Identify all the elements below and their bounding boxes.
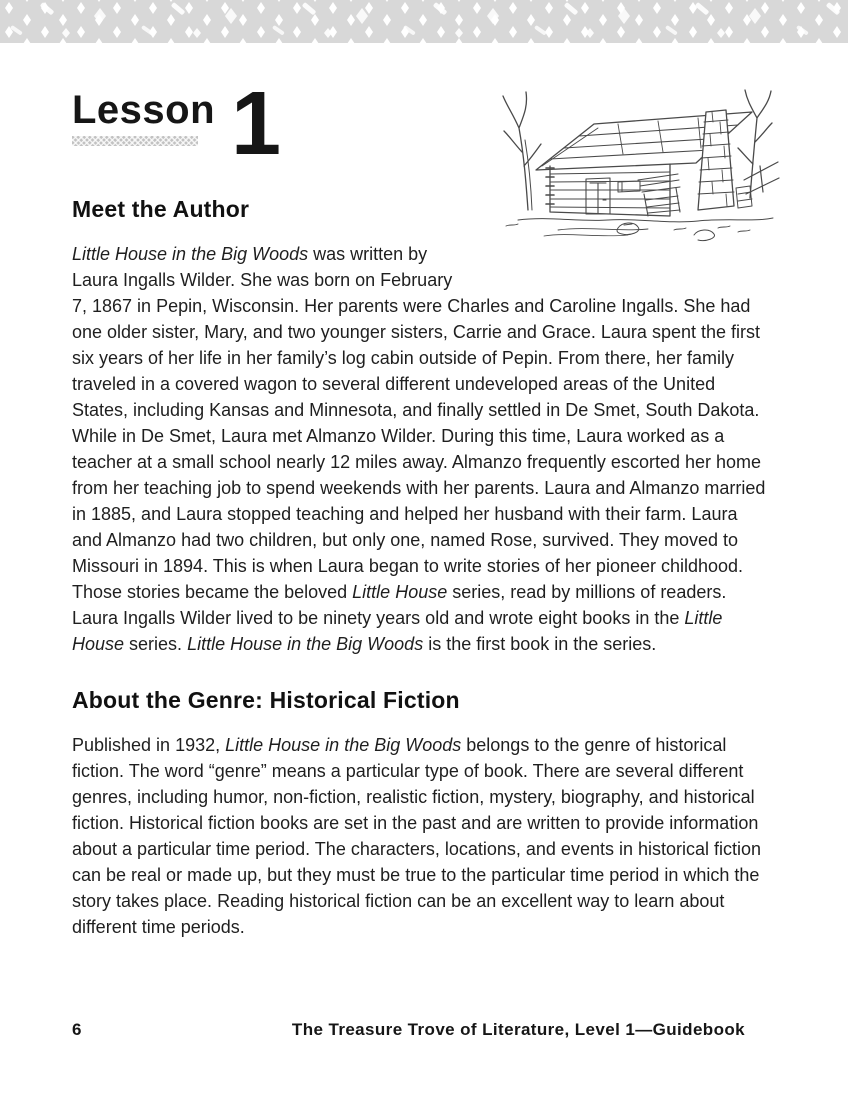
about-the-genre-heading: About the Genre: Historical Fiction (72, 687, 460, 713)
lesson-number: 1 (231, 74, 282, 174)
illustration-text-wrap-spacer (457, 241, 772, 293)
lesson-label: Lesson (72, 88, 216, 132)
page-footer (72, 1020, 745, 1040)
book-title: The Treasure Trove of Literature, Level 1—Guidebook (291, 1020, 745, 1039)
page-content (72, 196, 772, 940)
lesson-label-wrap (72, 86, 215, 146)
lesson-underline-texture (72, 136, 198, 146)
meet-the-author-heading: Meet the Author (72, 196, 250, 222)
page-number: 6 (72, 1020, 82, 1039)
author-biography-paragraph: Little House in the Big Woods was written by Laura Ingalls Wilder. She was born on February 7, 1867 in Pepin, Wisconsin. Her parents were Charles and Caroline Ingalls. She had one older sister, Mary, and two younger sisters, Carrie and Grace. Laura spent the first six years of her life in her family’s log cabin outside of Pepin. From there, her family traveled in a covered wagon to several different undeveloped areas of the United States, including Kansas and Minnesota, and finally settled in De Smet, South Dakota. While in De Smet, Laura met Almanzo Wilder. During this time, Laura worked as a teacher at a small school nearly 12 miles away. Almanzo frequently escorted her home from her teaching job to spend weekends with her parents. Laura and Almanzo married in 1885, and Laura stopped teaching and helped her husband with their farm. Laura and Almanzo had two children, but only one, named Rose, survived. They moved to Missouri in 1894. This is when Laura began to write stories of her pioneer childhood. Those stories became the beloved Little House series, read by millions of readers. Laura Ingalls Wilder lived to be ninety years old and wrote eight books in the Little House series. Little House in the Big Woods is the first book in the series. (72, 241, 772, 657)
decorative-diamond-band (0, 0, 848, 43)
lesson-header (72, 74, 282, 174)
section-about-the-genre (72, 687, 772, 940)
section-meet-the-author (72, 196, 772, 657)
genre-description-paragraph: Published in 1932, Little House in the Big Woods belongs to the genre of historical fiction. The word “genre” means a particular type of book. There are several different genres, including humor, non-fiction, realistic fiction, mystery, biography, and historical fiction. Historical fiction books are set in the past and are written to provide information about a particular time period. The characters, locations, and events in historical fiction can be real or made up, but they must be true to the particular time period in which the story takes place. Reading historical fiction can be an excellent way to learn about different time periods. (72, 735, 762, 937)
